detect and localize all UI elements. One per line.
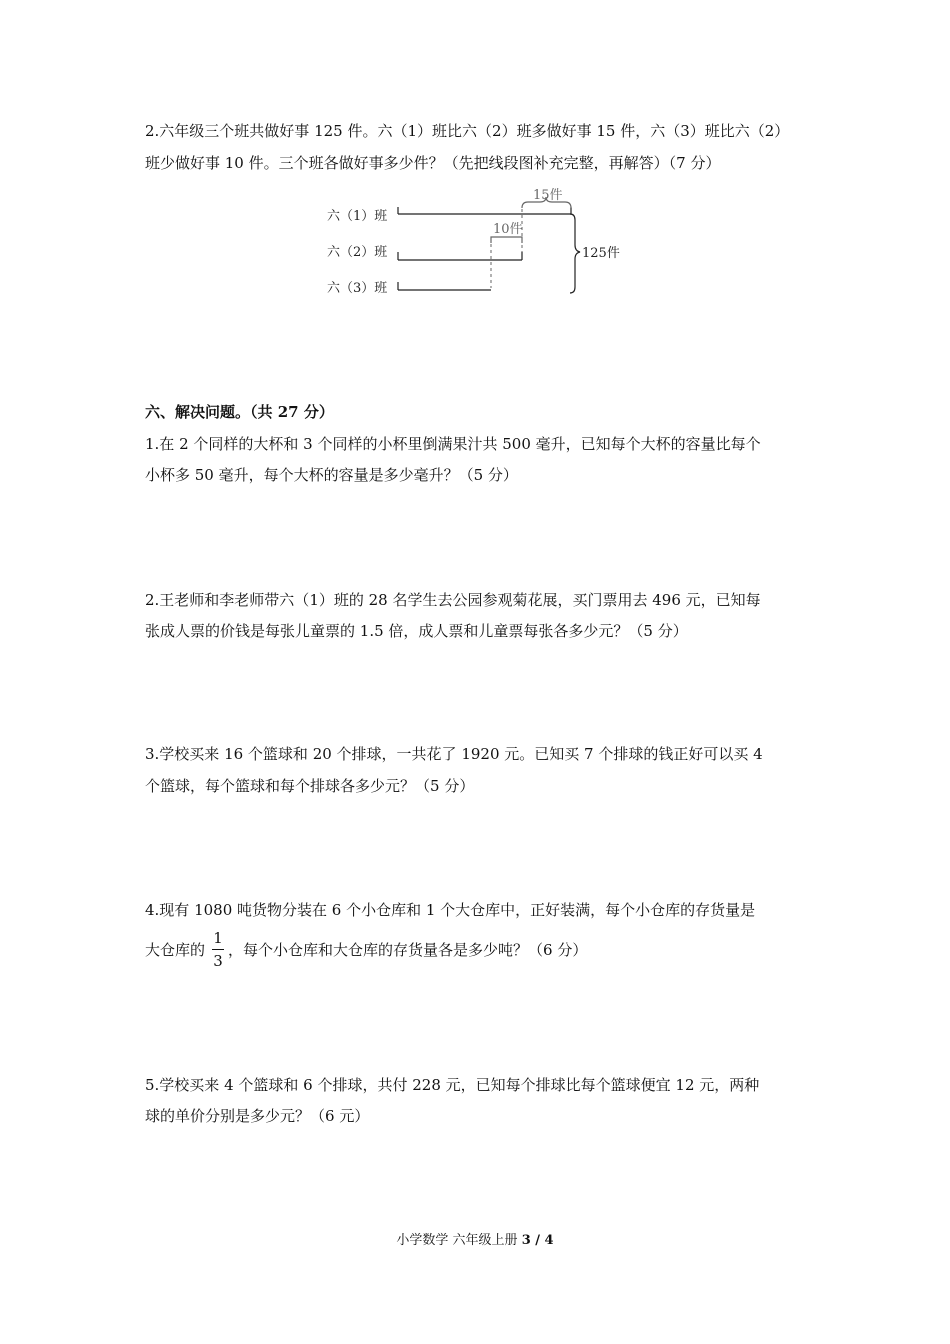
question-2-text: 张成人票的价钱是每张儿童票的 1.5 倍，成人票和儿童票每张各多少元？（5 分） xyxy=(145,622,688,640)
label-15: 15件 xyxy=(533,188,563,203)
row-label-class2: 六（2）班 xyxy=(327,245,388,260)
question-3-text: 3.学校买来 16 个篮球和 20 个排球，一共花了 1920 元。已知买 7 个排球的钱正好可以买 4 xyxy=(145,745,763,763)
brace-10 xyxy=(491,237,522,243)
row-label-class1: 六（1）班 xyxy=(327,209,388,224)
line-segment-diagram xyxy=(0,182,950,302)
question-2-text: 2.王老师和李老师带六（1）班的 28 名学生去公园参观菊花展，买门票用去 496 元，已知每 xyxy=(145,591,761,609)
label-10: 10件 xyxy=(493,222,523,237)
question-5-text: 5.学校买来 4 个篮球和 6 个排球，共付 228 元，已知每个排球比每个篮球便宜 12 元，两种 xyxy=(145,1076,760,1094)
question-1-text: 小杯多 50 毫升，每个大杯的容量是多少毫升？（5 分） xyxy=(145,466,518,484)
segment-class1 xyxy=(398,207,571,214)
section-heading: 六、解决问题。（共 27 分） xyxy=(145,403,334,421)
question-4-text-pre: 大仓库的 xyxy=(145,941,206,959)
fraction-bar xyxy=(212,949,224,950)
segment-class3 xyxy=(398,282,491,290)
fraction-denominator: 3 xyxy=(213,952,223,970)
question-5-text: 球的单价分别是多少元？（6 元） xyxy=(145,1107,370,1125)
segment-class2 xyxy=(398,252,522,260)
row-label-class3: 六（3）班 xyxy=(327,281,388,296)
footer-title: 小学数学 六年级上册 xyxy=(396,1233,522,1248)
question-1-text: 1.在 2 个同样的大杯和 3 个同样的小杯里倒满果汁共 500 毫升，已知每个大杯的容量比每个 xyxy=(145,435,761,453)
question-text: 班少做好事 10 件。三个班各做好事多少件？（先把线段图补充完整，再解答）（7 分） xyxy=(145,154,721,172)
question-3-text: 个篮球，每个篮球和每个排球各多少元？（5 分） xyxy=(145,777,475,795)
brace-total xyxy=(570,214,580,293)
fraction-numerator: 1 xyxy=(213,929,223,947)
label-total: 125件 xyxy=(582,246,620,261)
question-4-text-post: ，每个小仓库和大仓库的存货量各是多少吨？（6 分） xyxy=(228,941,588,959)
question-text: 2.六年级三个班共做好事 125 件。六（1）班比六（2）班多做好事 15 件，六（3）班比六（2） xyxy=(145,122,790,140)
page-number: 3 / 4 xyxy=(521,1233,554,1248)
question-4-text: 4.现有 1080 吨货物分装在 6 个小仓库和 1 个大仓库中，正好装满，每个小仓库的存货量是 xyxy=(145,901,756,919)
page-footer xyxy=(0,1229,950,1248)
